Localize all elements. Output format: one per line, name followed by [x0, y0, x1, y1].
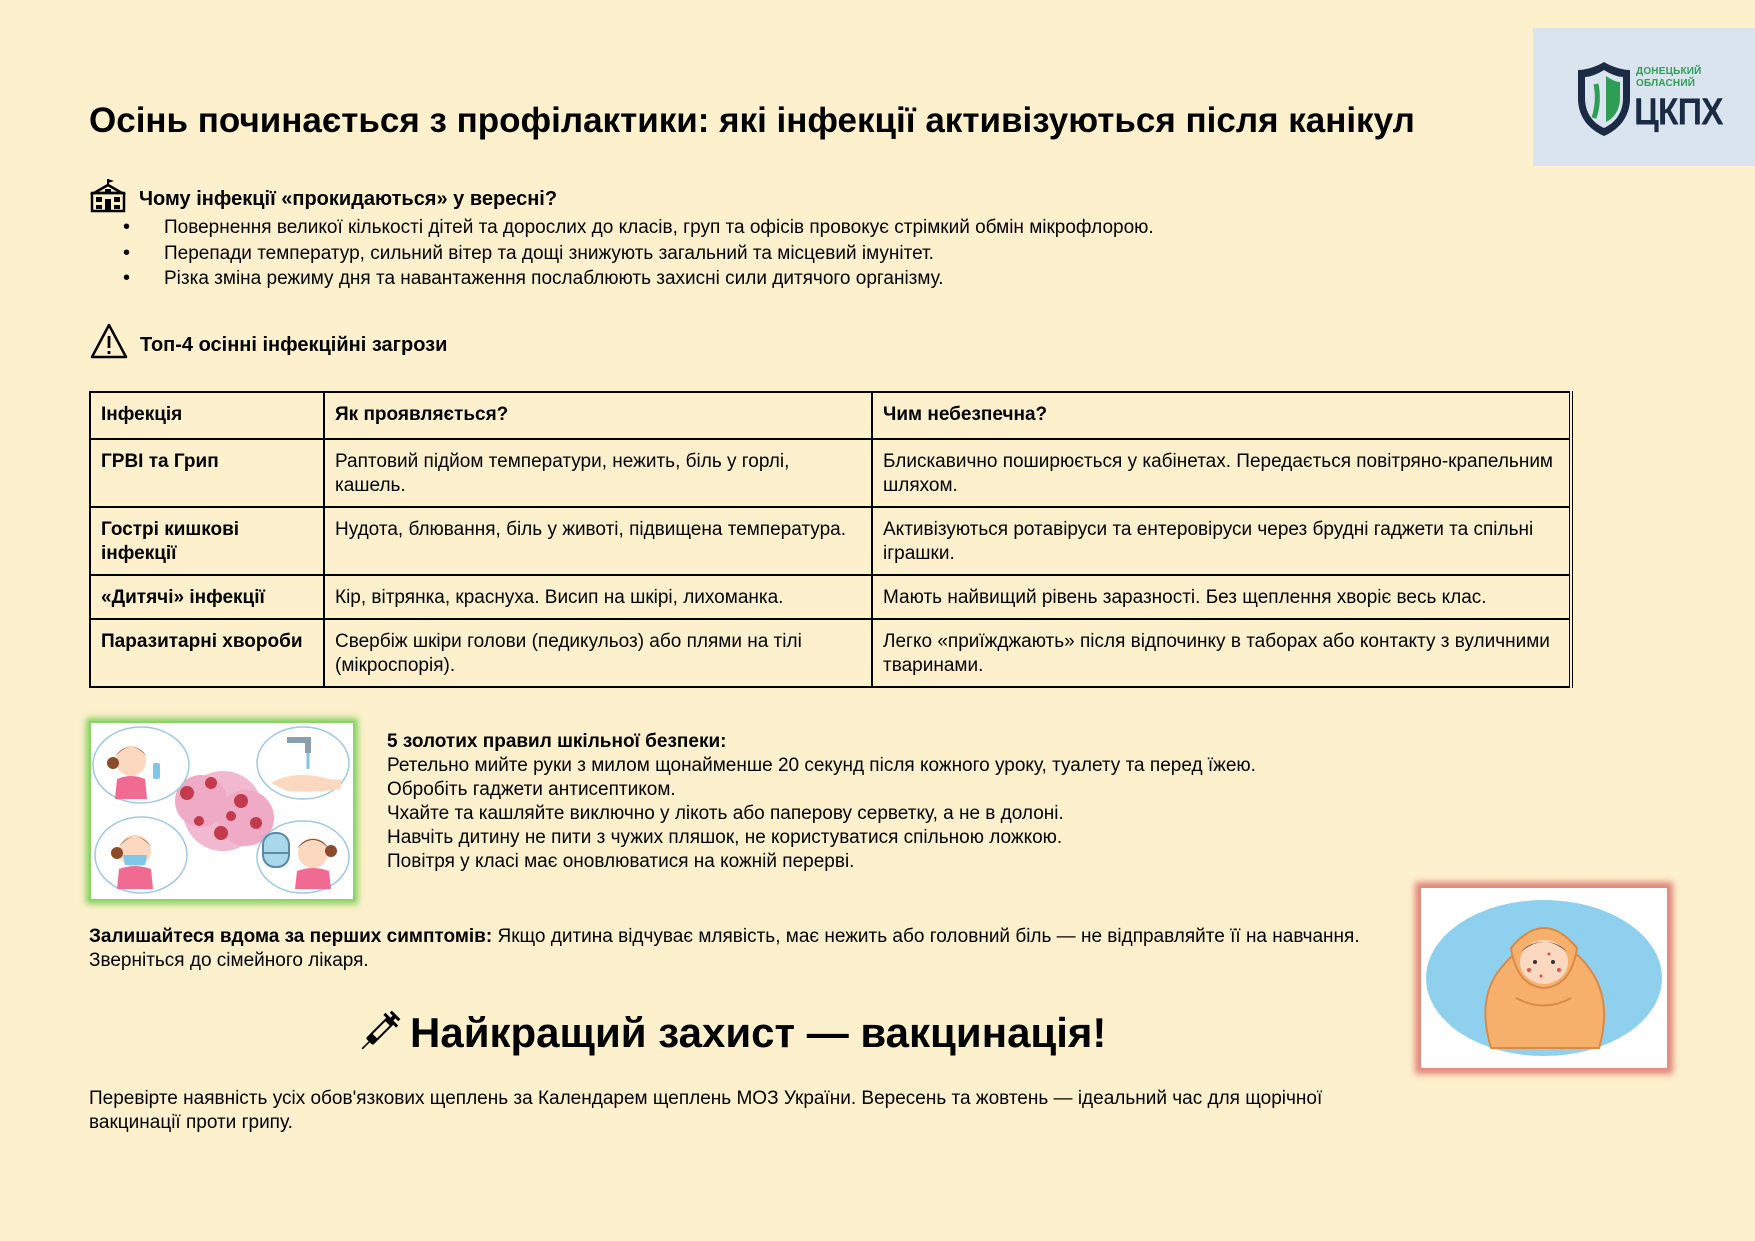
- warning-triangle-icon: [90, 323, 128, 359]
- table-cell: Активізуються ротавіруси та ентеровіруси через брудні гаджети та спільні іграшки.: [872, 507, 1571, 575]
- table-cell: Раптовий підйом температури, нежить, біль у горлі, кашель.: [324, 439, 872, 507]
- list-item: Чхайте та кашляйте виключно у лікоть або паперову серветку, а не в долоні.: [387, 803, 1064, 824]
- stay-home-lead: Залишайтеся вдома за перших симптомів:: [89, 926, 493, 947]
- page-title: Осінь починається з профілактики: які інфекції активізуються після канікул: [89, 101, 1415, 140]
- column-header: Як проявляється?: [324, 392, 872, 439]
- column-header: Інфекція: [90, 392, 324, 439]
- school-building-icon: [90, 177, 126, 213]
- list-item: Ретельно мийте руки з милом щонайменше 20 секунд після кожного уроку, туалету та перед їжею.: [387, 755, 1256, 776]
- rules-heading: 5 золотих правил шкільної безпеки:: [387, 731, 727, 752]
- table-cell: ГРВІ та Грип: [90, 439, 324, 507]
- table-cell: Легко «приїжджають» після відпочинку в таборах або контакту з вуличними тваринами.: [872, 619, 1571, 687]
- list-item: Обробіть гаджети антисептиком.: [387, 779, 676, 800]
- vaccination-heading: [352, 1005, 1106, 1061]
- table-cell: Кір, вітрянка, краснуха. Висип на шкірі, лихоманка.: [324, 575, 872, 619]
- rules-block: [387, 730, 1256, 874]
- table-cell: Блискавично поширюється у кабінетах. Передається повітряно-крапельним шляхом.: [872, 439, 1571, 507]
- table-cell: Нудота, блювання, біль у животі, підвищена температура.: [324, 507, 872, 575]
- table-cell: Свербіж шкіри голови (педикульоз) або плями на тілі (мікроспорія).: [324, 619, 872, 687]
- vaccination-paragraph: Перевірте наявність усіх обов'язкових щеплень за Календарем щеплень МОЗ України. Вересень та жовтень — ідеальний час для щорічної вакцинації проти грипу.: [89, 1088, 1323, 1133]
- hygiene-illustration: [89, 721, 355, 901]
- list-item: • Різка зміна режиму дня та навантаження послаблюють захисні сили дитячого організму.: [89, 266, 1154, 292]
- table-row: [90, 507, 1571, 575]
- list-item: Повітря у класі має оновлюватися на кожній перерві.: [387, 851, 855, 872]
- list-item: • Повернення великої кількості дітей та дорослих до класів, груп та офісів провокує стрімкий обмін мікрофлорою.: [89, 215, 1154, 241]
- table-row: [90, 619, 1571, 687]
- table-row: [90, 439, 1571, 507]
- list-item: • Перепади температур, сильний вітер та дощі знижують загальний та місцевий імунітет.: [89, 241, 1154, 267]
- logo-line-1: ДОНЕЦЬКИЙ: [1636, 66, 1702, 77]
- table-cell: Гострі кишкові інфекції: [90, 507, 324, 575]
- stay-home-text: Якщо дитина відчуває млявість, має нежить або головний біль — не відправляйте її на навчання. Зверніться до сімейного лікаря.: [89, 926, 1360, 971]
- logo-line-3: ЦКПХ: [1634, 90, 1723, 134]
- table-cell: Паразитарні хвороби: [90, 619, 324, 687]
- syringe-icon: [352, 1009, 402, 1059]
- table-cell: «Дитячі» інфекції: [90, 575, 324, 619]
- table-header-row: [90, 392, 1571, 439]
- threats-table: [89, 391, 1573, 688]
- threats-heading: Топ-4 осінні інфекційні загрози: [140, 334, 448, 356]
- column-header: Чим небезпечна?: [872, 392, 1571, 439]
- table-row: [90, 575, 1571, 619]
- vaccination-title: Найкращий захист — вакцинація!: [410, 1009, 1107, 1056]
- shield-logo-icon: [1576, 58, 1634, 138]
- logo-line-2: ОБЛАСНИЙ: [1636, 78, 1696, 89]
- why-bullet-list: [89, 215, 1154, 292]
- logo: [1533, 28, 1755, 166]
- list-item: Навчіть дитину не пити з чужих пляшок, не користуватися спільною ложкою.: [387, 827, 1063, 848]
- table-cell: Мають найвищий рівень заразності. Без щеплення хворіє весь клас.: [872, 575, 1571, 619]
- why-heading: Чому інфекції «прокидаються» у вересні?: [139, 188, 558, 210]
- stay-home-paragraph: [89, 925, 1379, 973]
- sick-child-illustration: [1421, 888, 1667, 1068]
